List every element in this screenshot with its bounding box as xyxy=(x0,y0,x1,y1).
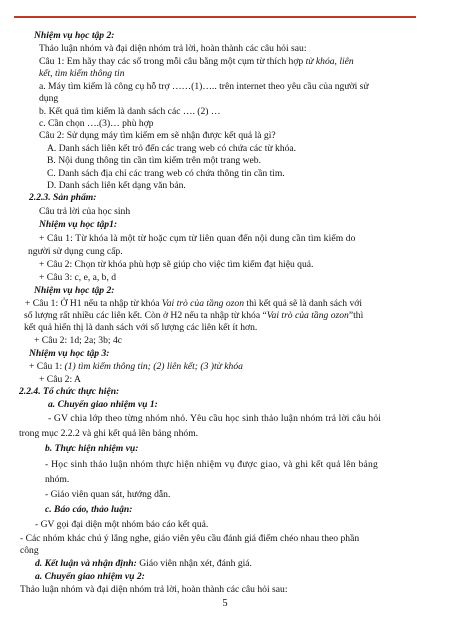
task3-answer-line1 xyxy=(29,361,243,373)
task1-answer-line3: + Câu 2: Chọn từ khóa phù hợp sẽ giúp cho việc tìm kiếm đạt hiệu quả. xyxy=(39,259,314,270)
item-c: c. Cần chọn ….(3)… phù hợp xyxy=(39,118,154,129)
assign-task1-line2: trong mục 2.2.2 và ghi kết quả lên bảng nhóm. xyxy=(19,428,199,439)
question2: Câu 2: Sử dụng máy tìm kiếm em sẽ nhận được kết quả là gì? xyxy=(39,130,276,141)
task2-answer-line1 xyxy=(25,298,362,310)
item-a-line1: a. Máy tìm kiếm là công cụ hỗ trợ ……(1)….. trên internet theo yêu cầu của người sử xyxy=(39,81,369,92)
item-a-line2: dụng xyxy=(39,93,59,104)
assign-task2-heading: a. Chuyển giao nhiệm vụ 2: xyxy=(35,571,145,582)
header-rule xyxy=(14,16,416,18)
page-number: 5 xyxy=(222,598,228,609)
task3-answer-line2: + Câu 2: A xyxy=(39,374,81,385)
task2-l2-b: ”thì xyxy=(348,310,364,321)
task1-answer-line4: + Câu 3: c, e, a, b, d xyxy=(39,272,117,283)
task1-answer-line2: người sử dụng cung cấp. xyxy=(28,246,123,257)
question1-line2: kết, tìm kiếm thông tin xyxy=(39,68,125,79)
product-line: Câu trả lời của học sinh xyxy=(39,206,131,217)
task1-heading: Nhiệm vụ học tập1: xyxy=(39,219,118,230)
item-b: b. Kết quả tìm kiếm là danh sách các …. (2) … xyxy=(39,106,221,117)
task3-l1-a: + Câu 1: xyxy=(29,361,65,372)
assign-task1-line1: - GV chia lớp theo từng nhóm nhỏ. Yêu cầu học sinh thảo luận nhóm trả lời câu hỏi xyxy=(48,413,382,424)
perform-line3: - Giáo viên quan sát, hướng dẫn. xyxy=(45,489,171,500)
question1-italic: từ khóa, liên xyxy=(305,56,354,67)
task2-answer-heading: Nhiệm vụ học tập 2: xyxy=(34,285,115,296)
task2-heading: Nhiệm vụ học tập 2: xyxy=(34,30,115,41)
task2-l1-italic: Vai trò của tầng ozon xyxy=(161,298,244,309)
task1-answer-line1: + Câu 1: Từ khóa là một từ hoặc cụm từ liên quan đến nội dung cần tìm kiếm do xyxy=(39,233,356,244)
task2-answer-line4: + Câu 2: 1d; 2a; 3b; 4c xyxy=(34,335,123,346)
task2-answer-line2 xyxy=(24,310,363,322)
option-a: A. Danh sách liên kết trỏ đến các trang web có chứa các từ khóa. xyxy=(47,143,297,154)
assign-task2-line1: Thảo luận nhóm và đại diện nhóm trả lời, hoàn thành các câu hỏi sau: xyxy=(20,584,288,595)
option-b: B. Nội dung thông tin cần tìm kiếm trên một trang web. xyxy=(47,155,261,166)
task2-l1-b: thì kết quả sẽ là danh sách với xyxy=(244,298,363,309)
report-line1: - GV gọi đại diện một nhóm báo cáo kết quả. xyxy=(35,519,209,530)
task2-l2-a: số lượng rất nhiều các liên kết. Còn ở H2 nếu ta nhập từ khóa “ xyxy=(24,310,267,321)
product-heading: 2.2.3. Sản phẩm: xyxy=(29,192,97,203)
task3-l1-italic: (1) tìm kiếm thông tin; (2) liên kết; (3 )từ khóa xyxy=(64,361,243,372)
perform-heading: b. Thực hiện nhiệm vụ: xyxy=(45,443,139,454)
perform-line1: - Học sinh thảo luận nhóm thực hiện nhiệm vụ được giao, và ghi kết quả lên bảng xyxy=(45,459,379,470)
organize-heading: 2.2.4. Tổ chức thực hiện: xyxy=(19,386,120,397)
task2-l2-italic: Vai trò của tầng ozon xyxy=(266,310,349,321)
report-line2: - Các nhóm khác chú ý lắng nghe, giáo viên yêu cầu đánh giá điểm chéo nhau theo phần xyxy=(20,533,360,544)
conclusion-heading: d. Kết luận và nhận định: xyxy=(35,558,137,569)
intro-line: Thảo luận nhóm và đại diện nhóm trả lời, hoàn thành các câu hỏi sau: xyxy=(39,43,307,54)
task3-answer-heading: Nhiệm vụ học tập 3: xyxy=(29,348,110,359)
option-c: C. Danh sách địa chỉ các trang web có chứa thông tin cần tìm. xyxy=(47,168,285,179)
report-heading: c. Báo cáo, thảo luận: xyxy=(45,504,133,515)
question1-line1 xyxy=(39,56,354,68)
task2-l1-a: + Câu 1: Ở H1 nếu ta nhập từ khóa xyxy=(25,298,162,309)
report-line3: công xyxy=(20,545,39,556)
assign-task1-heading: a. Chuyển giao nhiệm vụ 1: xyxy=(48,399,158,410)
option-d: D. Danh sách liên kết dạng văn bản. xyxy=(47,180,186,191)
conclusion-line xyxy=(35,558,252,570)
conclusion-text: Giáo viên nhận xét, đánh giá. xyxy=(136,558,252,569)
perform-line2: nhóm. xyxy=(45,474,70,485)
question1-text: Câu 1: Em hãy thay các số trong mỗi câu bằng một cụm từ thích hợp xyxy=(39,56,306,67)
task2-answer-line3: kết quả hiển thị là danh sách với số lượng các liên kết ít hơn. xyxy=(24,322,258,333)
